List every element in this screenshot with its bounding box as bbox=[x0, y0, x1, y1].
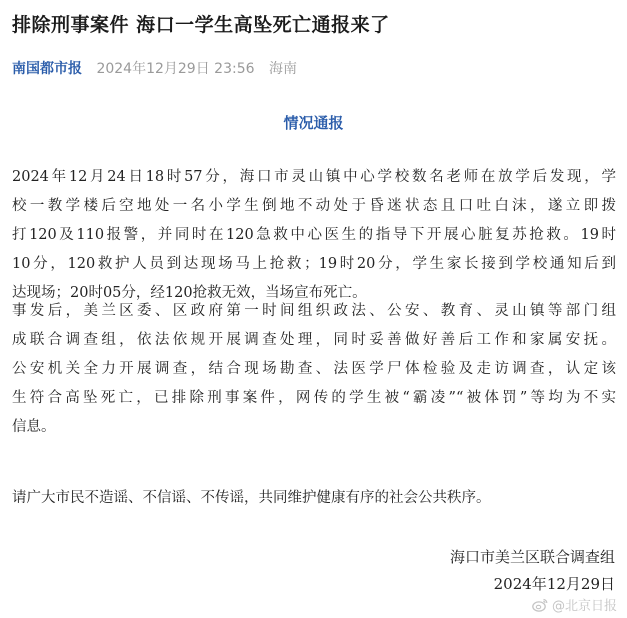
signature-date: 2024年12月29日 bbox=[493, 575, 615, 593]
weibo-icon bbox=[532, 598, 548, 612]
text-line: 10分，120救护人员到达现场马上抢救；19时20分，学生家长接到学校通知后到 bbox=[12, 256, 616, 272]
signature-organization: 海口市美兰区联合调查组 bbox=[449, 548, 615, 566]
text-line: 打120及110报警，并同时在120急救中心医生的指导下开展心脏复苏抢救。19时 bbox=[12, 227, 616, 243]
text-line: 生符合高坠死亡，已排除刑事案件，网传的学生被“霸凌”“被体罚”等均为不实 bbox=[12, 390, 616, 406]
article-meta bbox=[12, 58, 297, 78]
notice-title: 情况通报 bbox=[283, 114, 344, 132]
text-line: 校一教学楼后空地处一名小学生倒地不动处于昏迷状态且口吐白沫，遂立即拨 bbox=[12, 198, 616, 214]
text-line: 成联合调查组，依法依规开展调查处理，同时妥善做好善后工作和家属安抚。 bbox=[12, 332, 616, 348]
publish-time: 2024年12月29日 23:56 bbox=[96, 61, 255, 77]
watermark-text: @北京日报 bbox=[551, 599, 617, 614]
text-line: 请广大市民不造谣、不信谣、不传谣，共同维护健康有序的社会公共秩序。 bbox=[12, 490, 491, 506]
text-line: 2024年12月24日18时57分，海口市灵山镇中心学校数名老师在放学后发现，学 bbox=[12, 169, 616, 185]
text-line: 事发后，美兰区委、区政府第一时间组织政法、公安、教育、灵山镇等部门组 bbox=[12, 303, 616, 319]
text-line: 公安机关全力开展调查，结合现场勘查、法医学尸体检验及走访调查，认定该 bbox=[12, 361, 616, 377]
notice-paragraph-2 bbox=[12, 297, 616, 442]
notice-paragraph-1 bbox=[12, 163, 616, 308]
publish-location: 海南 bbox=[268, 61, 297, 77]
source-link[interactable]: 南国都市报 bbox=[12, 61, 82, 77]
watermark bbox=[532, 595, 617, 614]
text-line: 信息。 bbox=[12, 419, 56, 435]
notice-paragraph-3 bbox=[12, 484, 616, 513]
article-headline: 排除刑事案件 海口一学生高坠死亡通报来了 bbox=[12, 14, 390, 36]
text-line: 达现场；20时05分，经120抢救无效，当场宣布死亡。 bbox=[12, 285, 367, 301]
